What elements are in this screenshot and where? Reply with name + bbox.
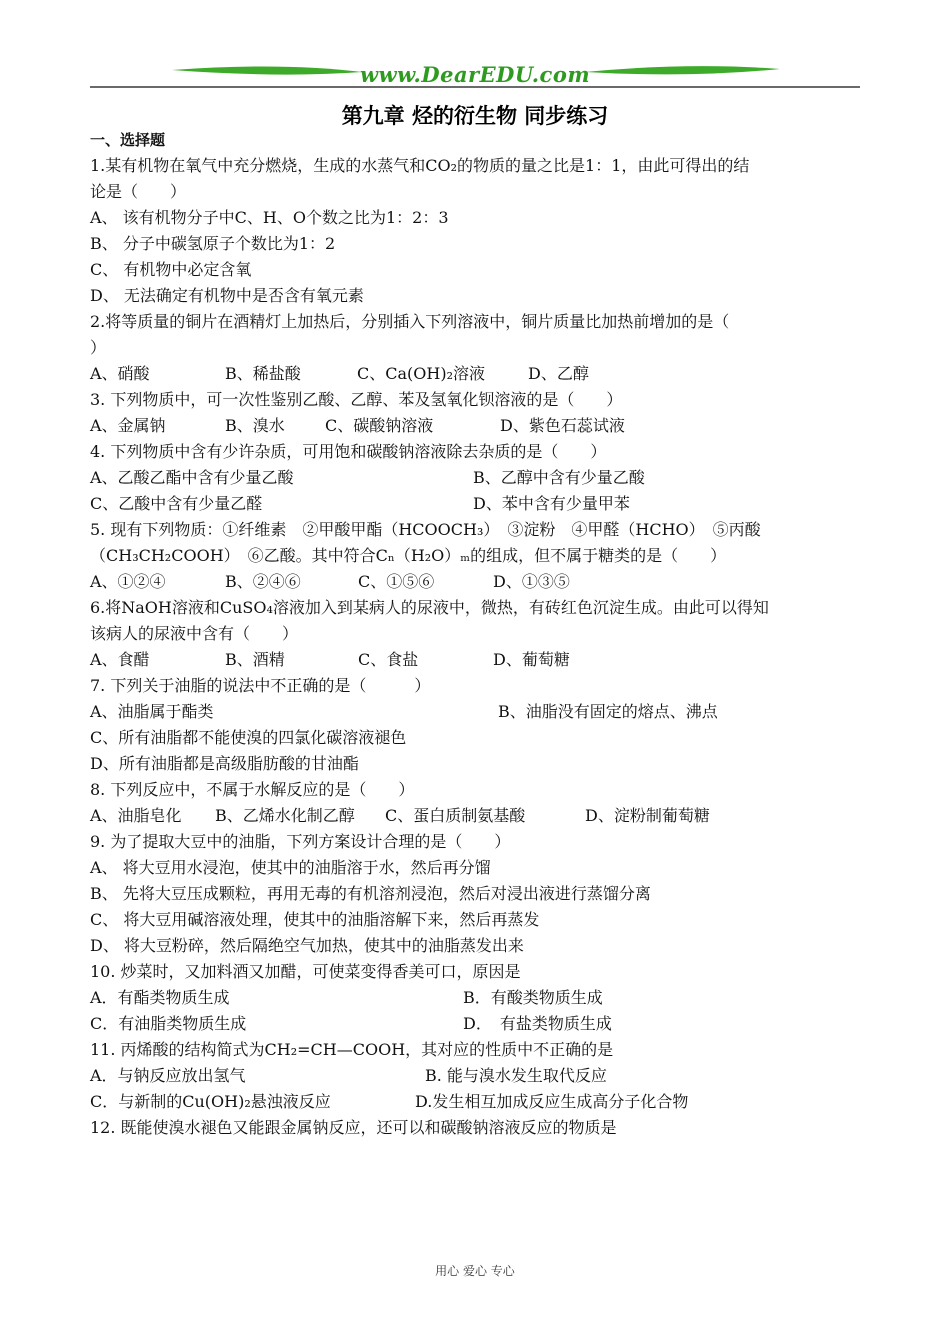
q1-option-d: D、 无法确定有机物中是否含有氧元素 bbox=[90, 286, 364, 305]
q7-options-ab bbox=[90, 699, 865, 725]
q6-stem-line1: 6.将NaOH溶液和CuSO₄溶液加入到某病人的尿液中，微热，有砖红色沉淀生成。由此可以得知 bbox=[90, 598, 769, 617]
q10-option-b: B．有酸类物质生成 bbox=[463, 988, 603, 1007]
page-footer: 用心 爱心 专心 bbox=[435, 1264, 515, 1278]
q7-option-d: D、所有油脂都是高级脂肪酸的甘油酯 bbox=[90, 754, 359, 773]
q6-option-c: C、食盐 bbox=[358, 650, 419, 669]
q8-option-c: C、蛋白质制氨基酸 bbox=[385, 806, 526, 825]
q6-option-b: B、酒精 bbox=[225, 650, 285, 669]
q7-stem: 7. 下列关于油脂的说法中不正确的是（ ） bbox=[90, 676, 431, 695]
q3-option-b: B、溴水 bbox=[225, 416, 285, 435]
q1-option-a: A、 该有机物分子中C、H、O个数之比为1：2：3 bbox=[90, 208, 449, 227]
q3-stem: 3. 下列物质中，可一次性鉴别乙酸、乙醇、苯及氢氧化钡溶液的是（ ） bbox=[90, 390, 623, 409]
q5-option-d: D、①③⑤ bbox=[493, 572, 570, 591]
q5-option-c: C、①⑤⑥ bbox=[358, 572, 435, 591]
site-header-banner bbox=[90, 58, 860, 94]
q2-option-a: A、硝酸 bbox=[90, 364, 150, 383]
q1-stem-line2: 论是（ ） bbox=[90, 182, 187, 201]
q4-option-a: A、乙酸乙酯中含有少量乙酸 bbox=[90, 468, 294, 487]
q9-option-c: C、 将大豆用碱溶液处理，使其中的油脂溶解下来，然后再蒸发 bbox=[90, 910, 540, 929]
q8-options bbox=[90, 803, 865, 829]
q3-option-d: D、紫色石蕊试液 bbox=[500, 416, 625, 435]
q2-options bbox=[90, 361, 865, 387]
q9-stem: 9. 为了提取大豆中的油脂，下列方案设计合理的是（ ） bbox=[90, 832, 511, 851]
q8-option-d: D、淀粉制葡萄糖 bbox=[585, 806, 710, 825]
q8-option-a: A、油脂皂化 bbox=[90, 806, 182, 825]
q9-option-b: B、 先将大豆压成颗粒，再用无毒的有机溶剂浸泡，然后对浸出液进行蒸馏分离 bbox=[90, 884, 651, 903]
q3-option-c: C、碳酸钠溶液 bbox=[325, 416, 434, 435]
q8-option-b: B、乙烯水化制乙醇 bbox=[215, 806, 355, 825]
q12-stem: 12. 既能使溴水褪色又能跟金属钠反应，还可以和碳酸钠溶液反应的物质是 bbox=[90, 1118, 617, 1137]
q4-options-cd bbox=[90, 491, 865, 517]
q6-options bbox=[90, 647, 865, 673]
q5-stem-line2: （CH₃CH₂COOH） ⑥乙酸。其中符合Cₙ（H₂O）ₘ的组成，但不属于糖类的是（ ） bbox=[90, 546, 727, 565]
q8-stem: 8. 下列反应中，不属于水解反应的是（ ） bbox=[90, 780, 415, 799]
q1-option-c: C、 有机物中必定含氧 bbox=[90, 260, 252, 279]
q5-option-b: B、②④⑥ bbox=[225, 572, 301, 591]
q10-options-cd bbox=[90, 1011, 865, 1037]
q6-option-d: D、葡萄糖 bbox=[493, 650, 570, 669]
section-heading: 一、选择题 bbox=[90, 131, 166, 149]
q1-stem-line1: 1.某有机物在氧气中充分燃烧，生成的水蒸气和CO₂的物质的量之比是1：1，由此可得出的结 bbox=[90, 156, 750, 175]
q10-option-c: C．有油脂类物质生成 bbox=[90, 1014, 247, 1033]
q11-option-a: A．与钠反应放出氢气 bbox=[90, 1066, 246, 1085]
q2-option-b: B、稀盐酸 bbox=[225, 364, 301, 383]
q3-options bbox=[90, 413, 865, 439]
q2-stem-line2: ） bbox=[90, 338, 107, 357]
q11-options-ab bbox=[90, 1063, 865, 1089]
q10-stem: 10. 炒菜时，又加料酒又加醋，可使菜变得香美可口，原因是 bbox=[90, 962, 521, 981]
q9-option-d: D、 将大豆粉碎，然后隔绝空气加热，使其中的油脂蒸发出来 bbox=[90, 936, 524, 955]
q1-option-b: B、 分子中碳氢原子个数比为1：2 bbox=[90, 234, 336, 253]
q10-option-a: A．有酯类物质生成 bbox=[90, 988, 230, 1007]
q10-option-d: D． 有盐类物质生成 bbox=[463, 1014, 612, 1033]
q2-option-d: D、乙醇 bbox=[528, 364, 589, 383]
q6-stem-line2: 该病人的尿液中含有（ ） bbox=[90, 624, 299, 643]
q2-option-c: C、Ca(OH)₂溶液 bbox=[357, 364, 485, 383]
q4-options-ab bbox=[90, 465, 865, 491]
q11-options-cd bbox=[90, 1089, 865, 1115]
q5-option-a: A、①②④ bbox=[90, 572, 166, 591]
q11-stem: 11. 丙烯酸的结构简式为CH₂=CH—COOH，其对应的性质中不正确的是 bbox=[90, 1040, 614, 1059]
q9-option-a: A、 将大豆用水浸泡，使其中的油脂溶于水，然后再分馏 bbox=[90, 858, 491, 877]
q3-option-a: A、金属钠 bbox=[90, 416, 166, 435]
page-title: 第九章 烃的衍生物 同步练习 bbox=[341, 104, 609, 128]
q6-option-a: A、食醋 bbox=[90, 650, 150, 669]
q4-option-c: C、乙酸中含有少量乙醛 bbox=[90, 494, 263, 513]
q7-option-a: A、油脂属于酯类 bbox=[90, 702, 214, 721]
q10-options-ab bbox=[90, 985, 865, 1011]
q11-option-b: B. 能与溴水发生取代反应 bbox=[425, 1066, 607, 1085]
site-logo-text: www.DearEDU.com bbox=[359, 62, 591, 87]
q2-stem-line1: 2.将等质量的铜片在酒精灯上加热后，分别插入下列溶液中，铜片质量比加热前增加的是（ bbox=[90, 312, 730, 331]
question-list bbox=[90, 127, 865, 1141]
q4-option-b: B、乙醇中含有少量乙酸 bbox=[473, 468, 645, 487]
q4-option-d: D、苯中含有少量甲苯 bbox=[473, 494, 630, 513]
q11-option-d: D.发生相互加成反应生成高分子化合物 bbox=[415, 1092, 689, 1111]
q11-option-c: C．与新制的Cu(OH)₂悬浊液反应 bbox=[90, 1092, 331, 1111]
q5-stem-line1: 5. 现有下列物质：①纤维素 ②甲酸甲酯（HCOOCH₃） ③淀粉 ④甲醛（HCHO） ⑤丙酸 bbox=[90, 520, 761, 539]
q7-option-c: C、所有油脂都不能使溴的四氯化碳溶液褪色 bbox=[90, 728, 407, 747]
q5-options bbox=[90, 569, 865, 595]
q4-stem: 4. 下列物质中含有少许杂质，可用饱和碳酸钠溶液除去杂质的是（ ） bbox=[90, 442, 607, 461]
q7-option-b: B、油脂没有固定的熔点、沸点 bbox=[498, 702, 718, 721]
